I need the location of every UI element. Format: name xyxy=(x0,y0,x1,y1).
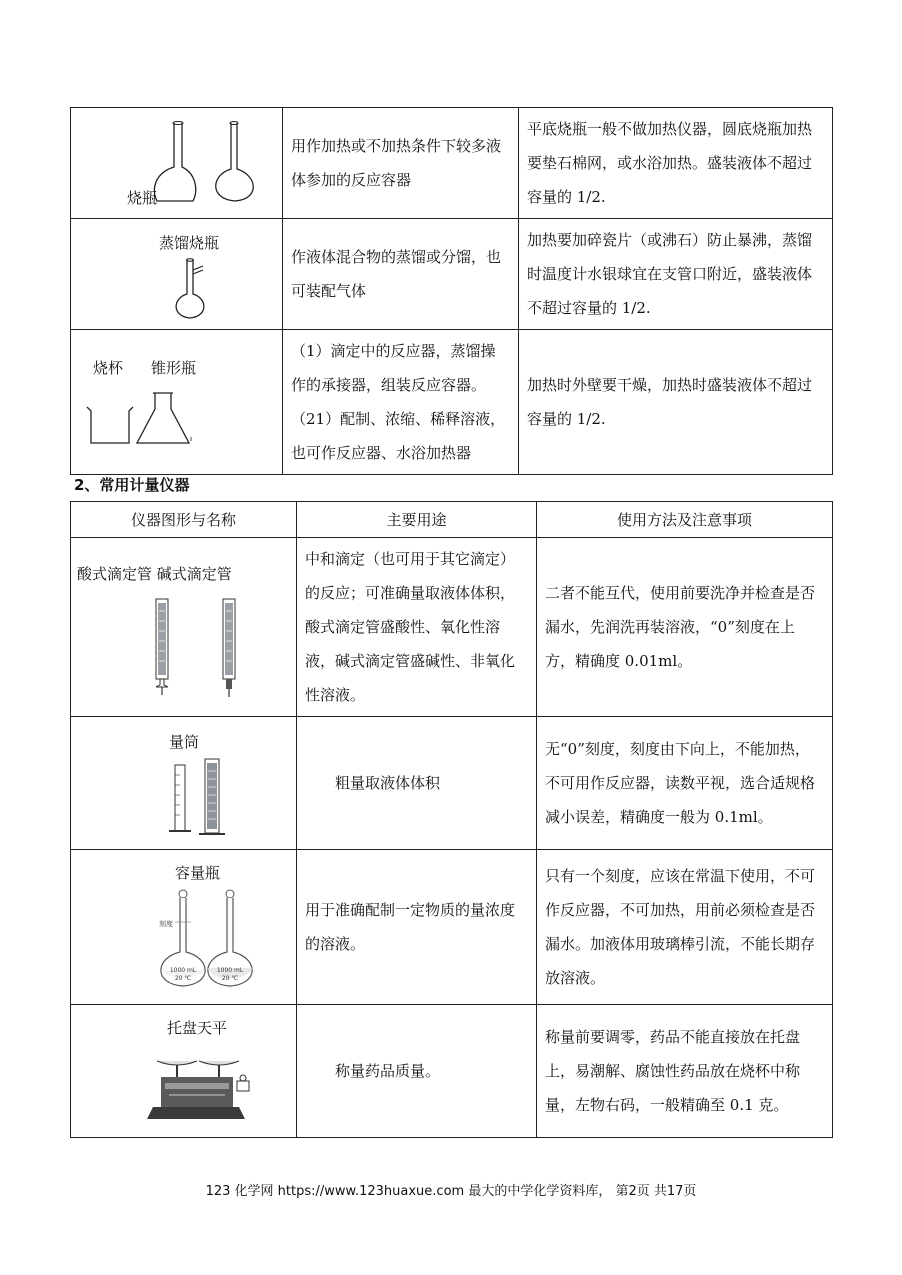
table-row xyxy=(71,219,833,330)
figure-cell xyxy=(71,850,297,1005)
beaker-label: 烧杯 xyxy=(93,359,124,377)
figure-cell xyxy=(71,219,283,330)
header-use: 主要用途 xyxy=(297,502,537,538)
distilling-flask-label: 蒸馏烧瓶 xyxy=(159,234,220,252)
figure-cell xyxy=(71,717,297,850)
table-row xyxy=(71,108,833,219)
use-item-1: （1）滴定中的反应器，蒸馏操作的承接器，组装反应容器。 xyxy=(291,342,496,394)
section-title: 2、常用计量仪器 xyxy=(74,476,190,494)
use-cell: 用于准确配制一定物质的量浓度的溶液。 xyxy=(297,850,537,1005)
flask-temp-text-2: 20 ℃ xyxy=(221,975,239,982)
header-notes: 使用方法及注意事项 xyxy=(537,502,833,538)
use-cell: 作液体混合物的蒸馏或分馏，也可装配气体 xyxy=(283,219,519,330)
flask-temp-text: 20 ℃ xyxy=(174,975,192,982)
use-item-2: （21）配制、浓缩、稀释溶液，也可作反应器、水浴加热器 xyxy=(291,410,506,462)
flask-drawing xyxy=(71,109,283,217)
volumetric-flasks-drawing xyxy=(71,850,297,1004)
graduated-cylinders-drawing xyxy=(71,717,297,849)
figure-cell xyxy=(71,538,297,717)
notes-cell: 只有一个刻度，应该在常温下使用，不可作反应器，不可加热，用前必须检查是否漏水。加液体用玻璃棒引流，不能长期存放溶液。 xyxy=(537,850,833,1005)
notes-cell: 二者不能互代，使用前要洗净并检查是否漏水，先润洗再装溶液，“0”刻度在上方，精确度 0.01ml。 xyxy=(537,538,833,717)
table-row xyxy=(71,717,833,850)
flask-volume-text-2: 1000 mL xyxy=(216,967,244,974)
use-cell: 用作加热或不加热条件下较多液体参加的反应容器 xyxy=(283,108,519,219)
measuring-instruments-table xyxy=(70,501,833,1138)
use-cell xyxy=(283,330,519,475)
header-figure: 仪器图形与名称 xyxy=(71,502,297,538)
burettes-drawing xyxy=(71,539,297,716)
page-footer: 123 化学网 https://www.123huaxue.com 最大的中学化学资料库， 第2页 共17页 xyxy=(205,1184,697,1199)
notes-cell: 加热要加碎瓷片（或沸石）防止暴沸，蒸馏时温度计水银球宜在支管口附近，盛装液体不超过容量的 1/2. xyxy=(519,219,833,330)
pan-balance-drawing xyxy=(71,1005,297,1137)
figure-cell xyxy=(71,108,283,219)
cylinder-label: 量筒 xyxy=(169,733,200,751)
erlenmeyer-label: 锥形瓶 xyxy=(151,359,197,377)
notes-cell: 加热时外壁要干燥，加热时盛装液体不超过容量的 1/2. xyxy=(519,330,833,475)
flask-volume-text: 1000 mL xyxy=(169,967,197,974)
burette-label: 酸式滴定管 碱式滴定管 xyxy=(77,564,232,583)
notes-cell: 无“0”刻度，刻度由下向上，不能加热，不可用作反应器，读数平视，选合适规格减小误差，精确度一般为 0.1ml。 xyxy=(537,717,833,850)
use-cell: 中和滴定（也可用于其它滴定）的反应；可准确量取液体体积，酸式滴定管盛酸性、氧化性溶液，碱式滴定管盛碱性、非氧化性溶液。 xyxy=(297,538,537,717)
table-row xyxy=(71,1005,833,1138)
balance-label: 托盘天平 xyxy=(167,1019,228,1037)
beaker-flask-drawing xyxy=(71,331,283,473)
distilling-flask-drawing xyxy=(71,220,283,328)
table-row xyxy=(71,330,833,475)
figure-cell xyxy=(71,330,283,475)
use-cell: 粗量取液体体积 xyxy=(297,717,537,850)
flask-label: 烧瓶 xyxy=(127,189,158,207)
apparatus-table-1 xyxy=(70,107,833,475)
table-row xyxy=(71,850,833,1005)
table-header-row xyxy=(71,502,833,538)
table-row xyxy=(71,538,833,717)
notes-cell: 平底烧瓶一般不做加热仪器，圆底烧瓶加热要垫石棉网，或水浴加热。盛装液体不超过容量的 1/2. xyxy=(519,108,833,219)
use-cell: 称量药品质量。 xyxy=(297,1005,537,1138)
notes-cell: 称量前要调零，药品不能直接放在托盘上，易潮解、腐蚀性药品放在烧杯中称量，左物右码，一般精确至 0.1 克。 xyxy=(537,1005,833,1138)
volumetric-flask-label: 容量瓶 xyxy=(175,864,221,882)
flask-mark-text: 刻度 xyxy=(159,920,173,928)
figure-cell xyxy=(71,1005,297,1138)
